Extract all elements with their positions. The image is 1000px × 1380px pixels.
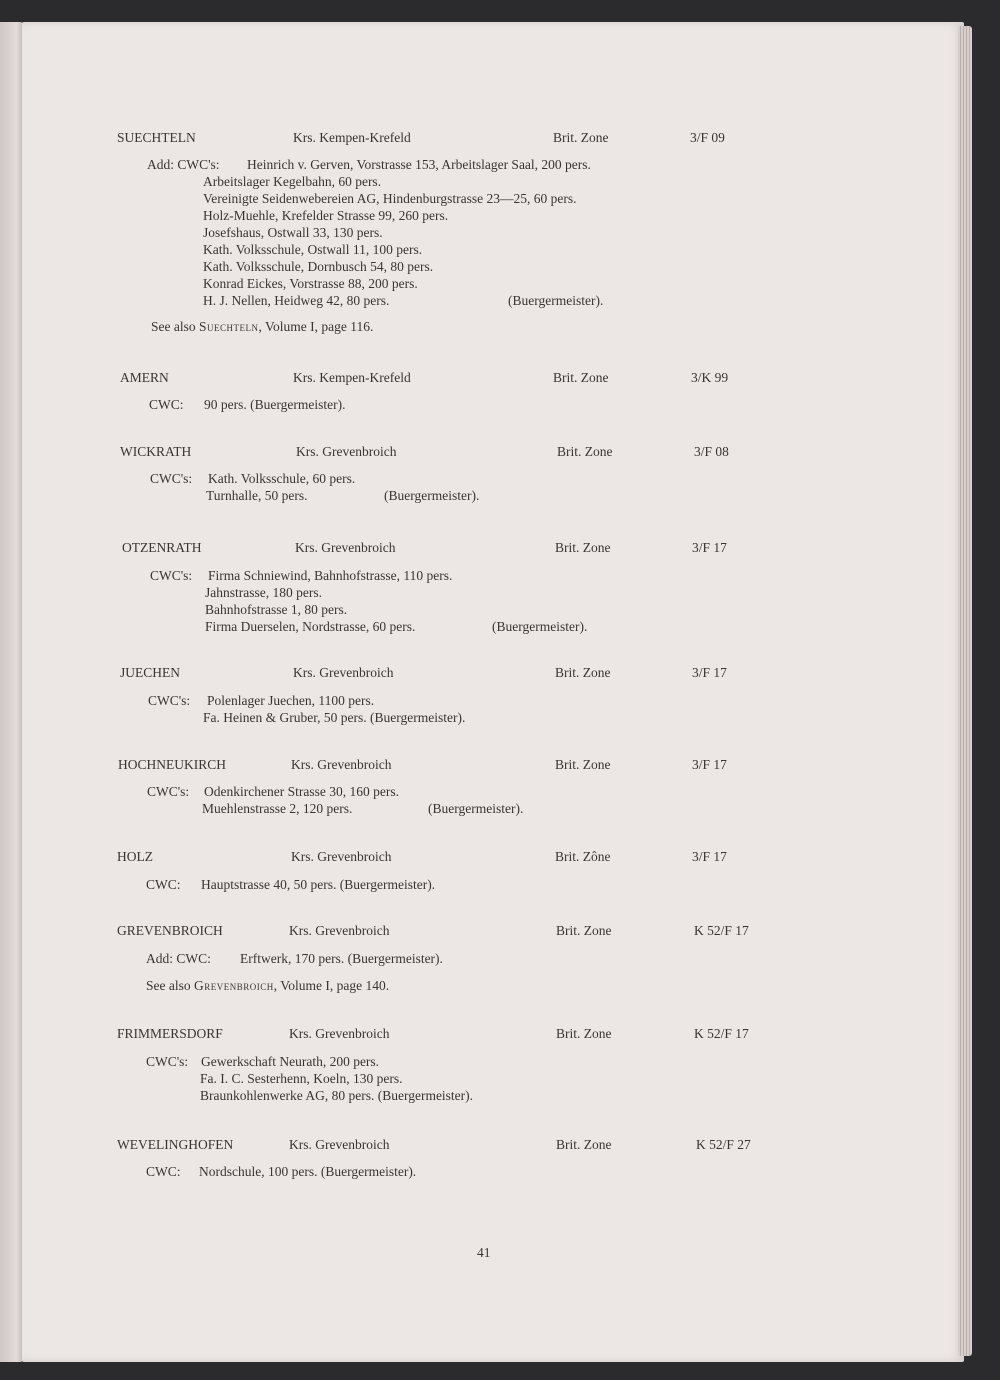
entry-label: CWC:	[146, 877, 181, 892]
district: Krs. Grevenbroich	[295, 540, 396, 555]
place-name: JUECHEN	[120, 665, 180, 680]
entry-line: Polenlager Juechen, 1100 pers.	[207, 693, 375, 708]
district: Krs. Grevenbroich	[289, 1137, 390, 1152]
entry-line: Kath. Volksschule, Ostwall 11, 100 pers.	[203, 242, 423, 257]
see-also: See also Grevenbroich, Volume I, page 140.	[146, 978, 390, 993]
source-note: (Buergermeister).	[508, 293, 604, 308]
grid-ref: 3/F 17	[692, 540, 727, 555]
entry-line: Jahnstrasse, 180 pers.	[205, 585, 322, 600]
entry-label: CWC's:	[147, 784, 190, 799]
entry-line: Arbeitslager Kegelbahn, 60 pers.	[203, 174, 382, 189]
entry-line: Josefshaus, Ostwall 33, 130 pers.	[203, 225, 383, 240]
grid-ref: K 52/F 17	[694, 1026, 749, 1041]
entry-label: CWC:	[149, 397, 184, 412]
entry-line: Fa. Heinen & Gruber, 50 pers. (Buergermeister).	[203, 710, 466, 725]
document-page	[22, 22, 964, 1362]
entry-label: CWC's:	[148, 693, 191, 708]
entry-line: Firma Duerselen, Nordstrasse, 60 pers.	[205, 619, 416, 634]
entry-line: Nordschule, 100 pers. (Buergermeister).	[199, 1164, 417, 1179]
grid-ref: K 52/F 17	[694, 923, 749, 938]
see-also-place: Suechteln	[199, 319, 259, 334]
entry-line: Braunkohlenwerke AG, 80 pers. (Buergermeister).	[200, 1088, 474, 1103]
entry-label: Add: CWC's:	[147, 157, 220, 172]
grid-ref: 3/F 09	[690, 130, 725, 145]
zone: Brit. Zone	[555, 540, 611, 555]
grid-ref: 3/F 17	[692, 757, 727, 772]
entry-line: Odenkirchener Strasse 30, 160 pers.	[204, 784, 399, 799]
place-name: FRIMMERSDORF	[117, 1026, 223, 1041]
place-name: WICKRATH	[120, 444, 192, 459]
district: Krs. Grevenbroich	[289, 1026, 390, 1041]
entry-line: Konrad Eickes, Vorstrasse 88, 200 pers.	[203, 276, 418, 291]
district: Krs. Grevenbroich	[291, 757, 392, 772]
entry-line: Gewerkschaft Neurath, 200 pers.	[201, 1054, 380, 1069]
district: Krs. Grevenbroich	[291, 849, 392, 864]
grid-ref: 3/F 08	[694, 444, 729, 459]
zone: Brit. Zone	[557, 444, 613, 459]
grid-ref: K 52/F 27	[696, 1137, 751, 1152]
zone: Brit. Zone	[555, 757, 611, 772]
place-name: SUECHTELN	[117, 130, 196, 145]
entry-line: Heinrich v. Gerven, Vorstrasse 153, Arbeitslager Saal, 200 pers.	[247, 157, 591, 172]
entry-line: Turnhalle, 50 pers.	[206, 488, 308, 503]
facing-page-edge	[0, 22, 24, 1362]
entry-label: CWC's:	[150, 471, 193, 486]
page-number: 41	[477, 1245, 491, 1260]
district: Krs. Kempen-Krefeld	[293, 370, 411, 385]
zone: Brit. Zone	[555, 665, 611, 680]
entry-line: Firma Schniewind, Bahnhofstrasse, 110 pers.	[208, 568, 453, 583]
source-note: (Buergermeister).	[428, 801, 524, 816]
entry-line: Fa. I. C. Sesterhenn, Koeln, 130 pers.	[200, 1071, 403, 1086]
zone: Brit. Zone	[553, 130, 609, 145]
place-name: OTZENRATH	[122, 540, 202, 555]
entry-label: CWC's:	[146, 1054, 189, 1069]
entry-line: Vereinigte Seidenwebereien AG, Hindenburgstrasse 23—25, 60 pers.	[203, 191, 577, 206]
place-name: WEVELINGHOFEN	[117, 1137, 234, 1152]
district: Krs. Grevenbroich	[289, 923, 390, 938]
place-name: AMERN	[120, 370, 169, 385]
place-name: HOCHNEUKIRCH	[118, 757, 226, 772]
entry-line: Kath. Volksschule, Dornbusch 54, 80 pers.	[203, 259, 434, 274]
place-name: GREVENBROICH	[117, 923, 223, 938]
source-note: (Buergermeister).	[384, 488, 480, 503]
source-note: (Buergermeister).	[492, 619, 588, 634]
entry-line: Erftwerk, 170 pers. (Buergermeister).	[240, 951, 443, 966]
see-also: See also Suechteln, Volume I, page 116.	[151, 319, 374, 334]
zone: Brit. Zone	[556, 1137, 612, 1152]
entry-label: Add: CWC:	[146, 951, 211, 966]
see-also-place: Grevenbroich	[194, 978, 274, 993]
entry-line: 90 pers. (Buergermeister).	[204, 397, 346, 412]
entry-line: Bahnhofstrasse 1, 80 pers.	[205, 602, 348, 617]
page-stack-edge	[958, 26, 972, 1356]
grid-ref: 3/F 17	[692, 849, 727, 864]
entry-label: CWC's:	[150, 568, 193, 583]
entry-line: Hauptstrasse 40, 50 pers. (Buergermeister).	[201, 877, 436, 892]
entry-line: H. J. Nellen, Heidweg 42, 80 pers.	[203, 293, 390, 308]
zone: Brit. Zone	[553, 370, 609, 385]
entry-line: Holz-Muehle, Krefelder Strasse 99, 260 pers.	[203, 208, 449, 223]
place-name: HOLZ	[117, 849, 153, 864]
zone: Brit. Zone	[556, 1026, 612, 1041]
grid-ref: 3/K 99	[691, 370, 729, 385]
zone: Brit. Zone	[556, 923, 612, 938]
entry-line: Muehlenstrasse 2, 120 pers.	[202, 801, 353, 816]
entry-label: CWC:	[146, 1164, 181, 1179]
district: Krs. Grevenbroich	[293, 665, 394, 680]
district: Krs. Grevenbroich	[296, 444, 397, 459]
zone: Brit. Zône	[555, 849, 611, 864]
district: Krs. Kempen-Krefeld	[293, 130, 411, 145]
grid-ref: 3/F 17	[692, 665, 727, 680]
entry-line: Kath. Volksschule, 60 pers.	[208, 471, 356, 486]
